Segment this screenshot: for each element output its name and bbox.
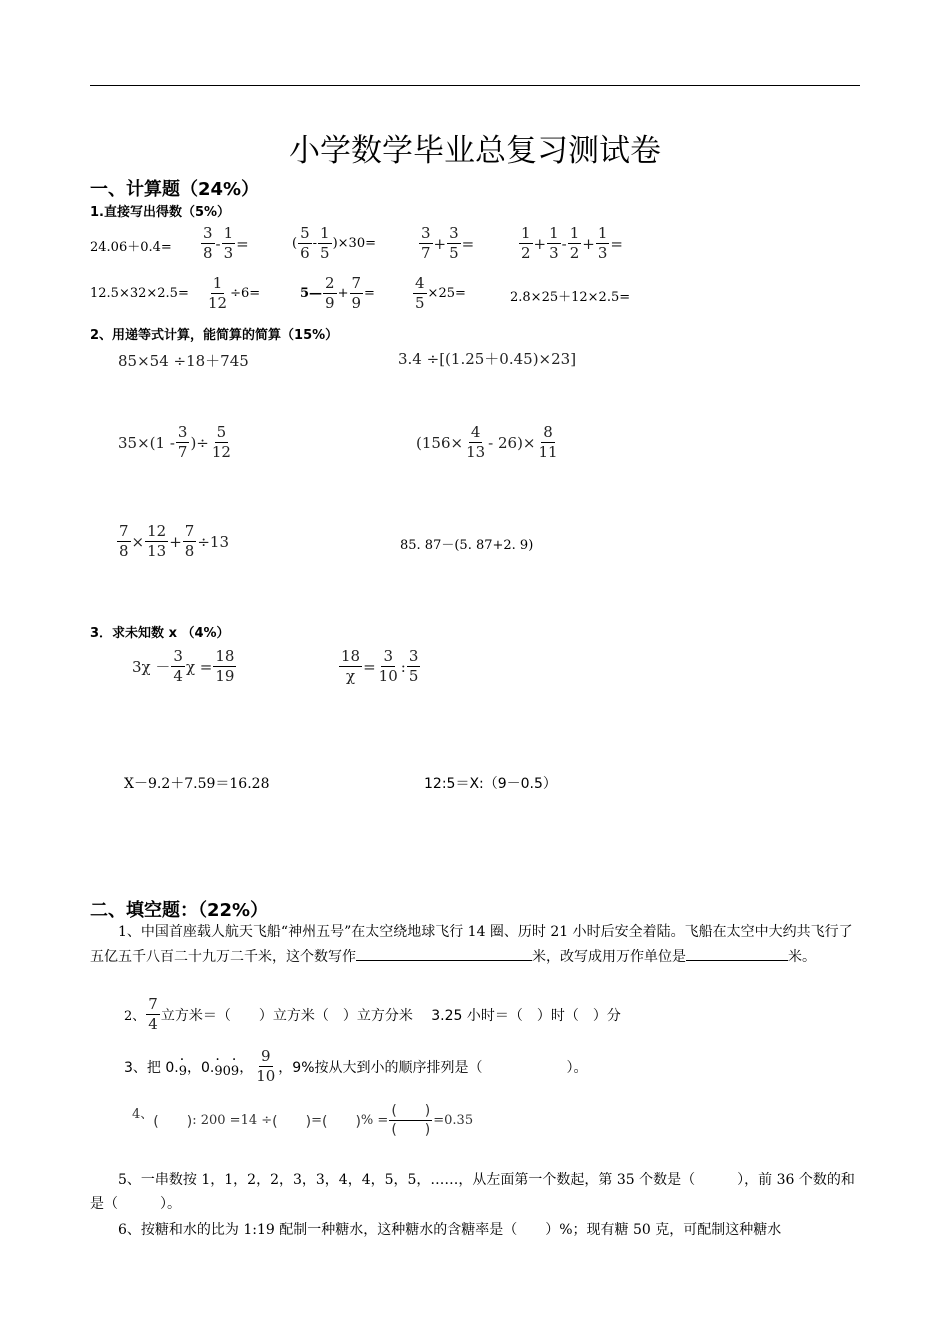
expr-2-6: 85. 87－(5. 87+2. 9)	[400, 538, 534, 553]
calc-1d: $\frac{3}{7}$ + $\frac{3}{5}$ =	[421, 224, 475, 263]
calc-1a: 24.06＋0.4=	[90, 240, 172, 255]
part3-heading: 3．求未知数 x （4%）	[90, 626, 230, 641]
expr-2-1: 85×54 ÷18＋745	[118, 352, 249, 370]
answer-blank[interactable]	[686, 944, 788, 961]
calc-1b: $\frac{3}{8}$ - $\frac{1}{3}$ =	[203, 224, 249, 263]
question-6: 6、按糖和水的比为 1:19 配制一种糖水，这种糖水的含糖率是（ ）%；现有糖 50 克，可配制这种糖水	[118, 1222, 782, 1238]
expr-2-4: (156× $\frac{4}{13}$ - 26)× $\frac{8}{11}$	[416, 423, 558, 462]
question-5: 5、一串数按 1，1，2，2，3，3，4，4，5，5，……，从左面第一个数起，第 35 个数是（ ），前 36 个数的和是（ ）。	[90, 1172, 855, 1212]
section1-heading: 一、计算题（24%）	[90, 179, 260, 200]
equation-3-4: 12:5＝X:（9－0.5）	[424, 776, 557, 792]
calc-2b: $\frac{1}{12}$ ÷6=	[208, 274, 261, 313]
calc-2e: 2.8×25＋12×2.5=	[510, 290, 631, 305]
page-title: 小学数学毕业总复习测试卷	[289, 133, 661, 169]
calc-2d: $\frac{4}{5}$ ×25=	[415, 274, 466, 313]
expr-2-3: 35×(1 - $\frac{3}{7}$ )÷ $\frac{5}{12}$	[118, 423, 231, 462]
part2-heading: 2、用递等式计算，能简算的简算（15%）	[90, 328, 339, 343]
question-1: 1、中国首座载人航天飞船“神州五号”在太空绕地球飞行 14 圈、历时 21 小时后安全着陆。飞船在太空中大约共飞行了五亿五千八百二十九万二千米，这个数写作 米，改写成用万作单位是 米。	[90, 924, 853, 965]
question-4: 4、 ( ) : 200 =14 ÷ ( ) = ( ) % = $\frac{( )}{( )}$ =0.35	[132, 1103, 474, 1139]
question-3: 3、把 0. · 9 ，0. · 9 0 · 9 ， $\frac{9}{10}$ ，9%按从大到小的顺序排列是（ ）。	[124, 1048, 588, 1086]
question-2: 2、 $\frac{7}{4}$ 立方米＝（ ）立方米（ ）立方分米 3.25 小时＝（ ）时（ ）分	[124, 995, 621, 1034]
equation-3-1: 3χ － $\frac{3}{4}$ χ = $\frac{18}{19}$	[132, 647, 235, 686]
answer-blank[interactable]	[356, 944, 532, 961]
calc-1c: ( $\frac{5}{6}$ - $\frac{1}{5}$ )×30=	[292, 224, 376, 263]
calc-2c: 5— $\frac{2}{9}$ + $\frac{7}{9}$ =	[300, 274, 375, 313]
header-rule	[90, 85, 860, 86]
calc-1e: $\frac{1}{2}$ + $\frac{1}{3}$ - $\frac{1}{2}$ + $\frac{1}{3}$ =	[521, 224, 623, 263]
equation-3-3: X－9.2＋7.59＝16.28	[124, 776, 270, 792]
section2-heading: 二、填空题：（22%）	[90, 900, 269, 921]
equation-3-2: $\frac{18}{\chi}$ = $\frac{3}{10}$ : $\frac{3}{5}$	[341, 647, 419, 686]
part1-heading: 1.直接写出得数（5%）	[90, 205, 231, 220]
expr-2-5: $\frac{7}{8}$ × $\frac{12}{13}$ + $\frac{7}{8}$ ÷13	[119, 522, 229, 561]
calc-2a: 12.5×32×2.5=	[90, 286, 189, 301]
expr-2-2: 3.4 ÷[(1.25＋0.45)×23]	[398, 350, 577, 368]
